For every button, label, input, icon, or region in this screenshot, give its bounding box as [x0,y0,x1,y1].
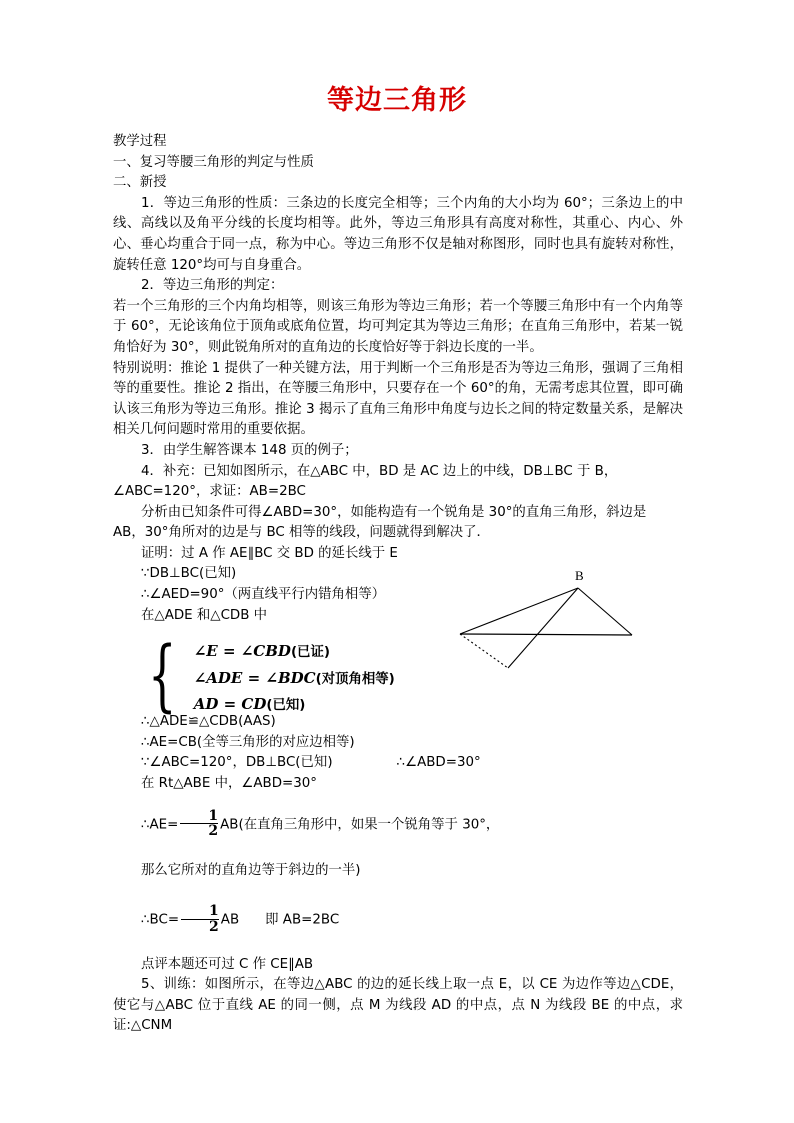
fraction-line-1-cont: 那么它所对的直角边等于斜边的一半) [141,863,361,879]
analysis-line2: AB，30°角所对的边是与 BC 相等的线段，问题就得到解决了． [113,525,490,541]
fraction-numerator: 1 [208,807,219,824]
equation-line-1 [194,639,395,666]
fraction-line-1-suffix: AB(在直角三角形中，如果一个锐角等于 30°， [220,817,500,833]
proof-line-7b: ∴∠ABD=30° [396,755,481,771]
proof-line-4: 在△ADE 和△CDB 中 [141,607,268,623]
equation-1-note: (已证) [290,645,330,660]
equation-3-note: (已知) [266,698,306,713]
proof-line-7 [113,753,683,774]
segment-dashed-left-to-lower [460,634,508,668]
equation-brace-group [148,631,395,722]
comment-line: 点评本题还可过 C 作 CE∥AB [141,956,314,972]
fraction-line-2-tail: 即 AB=2BC [265,912,340,928]
fraction-line-1-prefix: ∴AE= [141,817,179,833]
analysis-line1: 分析由已知条件可得∠ABD=30°，如能构造有一个锐角是 30°的直角三角形，斜边是 [141,504,647,520]
section-review: 一、复习等腰三角形的判定与性质 [113,154,314,170]
property-paragraph: 1．等边三角形的性质：三条边的长度完全相等；三个内角的大小均为 60°；三条边上的中线、高线以及角平分线的长度均相等。此外，等边三角形具有高度对称性，其重心、内心、外心、垂心均重合于同一点，称为中心。等边三角形不仅是轴对称图形，同时也具有旋转对称性，旋转任意 120°均可与自身重合。 [113,195,683,273]
judgement-paragraph: 若一个三角形的三个内角均相等，则该三角形为等边三角形；若一个等腰三角形中有一个内角等于 60°，无论该角位于顶角或底角位置，均可判定其为等边三角形；在直角三角形中，若某一锐角恰好为 30°，则此锐角所对的直角边的长度恰好等于斜边长度的一半。 [113,298,683,355]
item-3-line: 3．由学生解答课本 148 页的例子； [141,442,358,458]
equation-3-expr: AD = CD [193,695,267,713]
judgement-heading: 2．等边三角形的判定： [141,278,284,294]
item-5-paragraph: 5、训练：如图所示，在等边△ABC 的边的延长线上取一点 E，以 CE 为边作等边△CDE，使它与△ABC 位于直线 AE 的同一侧，点 M 为线段 AD 的中点，点 N 为线段 BE 的中点，求证:△CNM [113,977,683,1034]
geometry-figure [440,558,670,683]
equation-1-expr: ∠E = ∠CBD [193,642,291,660]
proof-line-3: ∴∠AED=90°（两直线平行内错角相等） [141,587,386,603]
fraction-line-2-suffix: AB [220,912,240,928]
equation-2-note: (对顶角相等) [315,671,395,687]
proof-line-1: 证明：过 A 作 AE∥BC 交 BD 的延长线于 E [141,545,398,561]
segment-apex-to-right [578,588,632,635]
fraction-denominator-2: 2 [181,919,219,935]
vertex-label-b: B [575,568,584,583]
equation-lines [190,639,395,719]
heading-teaching-process: 教学过程 [113,134,167,149]
page-title: 等边三角形 [327,85,467,116]
section-new-lesson: 二、新授 [113,175,167,191]
item-4-line1: 4．补充：已知如图所示，在△ABC 中，BD 是 AC 边上的中线，DB⊥BC 于 B， [141,463,618,479]
fraction-numerator-2: 1 [209,902,219,919]
equation-line-2 [194,666,395,693]
fraction-line-2-prefix: ∴BC= [141,912,180,928]
fraction-denominator: 2 [180,823,218,839]
proof-line-7a: ∵∠ABC=120°，DB⊥BC(已知) [141,755,333,771]
segment-left-to-apex [460,588,578,634]
item-4-line2: ∠ABC=120°，求证：AB=2BC [113,484,306,500]
geometry-figure-svg [440,558,670,683]
fraction-line-2 [113,904,683,935]
left-brace-symbol: { [148,631,177,722]
segment-base-horizontal [460,634,632,635]
proof-line-2: ∵DB⊥BC(已知) [141,566,237,582]
equation-2-expr: ∠ADE = ∠BDC [193,668,316,687]
fraction-line-1 [113,809,683,840]
fraction-one-half-2 [181,904,219,935]
fraction-one-half [180,809,218,840]
equation-line-3 [194,692,395,719]
segment-apex-to-lower [508,588,578,668]
proof-line-6: ∴AE=CB(全等三角形的对应边相等) [141,734,355,750]
proof-line-8: 在 Rt△ABE 中，∠ABD=30° [141,776,317,792]
special-note-paragraph: 特别说明：推论 1 提供了一种关键方法，用于判断一个三角形是否为等边三角形，强调了三角相等的重要性。推论 2 指出，在等腰三角形中，只要存在一个 60°的角，无需考虑其位置，即可确认该三角形为等边三角形。推论 3 揭示了直角三角形中角度与边长之间的特定数量关系，是解决相关几何问题时常用的重要依据。 [113,360,683,438]
proof-line-5: ∴△ADE≌△CDB(AAS) [141,714,276,730]
